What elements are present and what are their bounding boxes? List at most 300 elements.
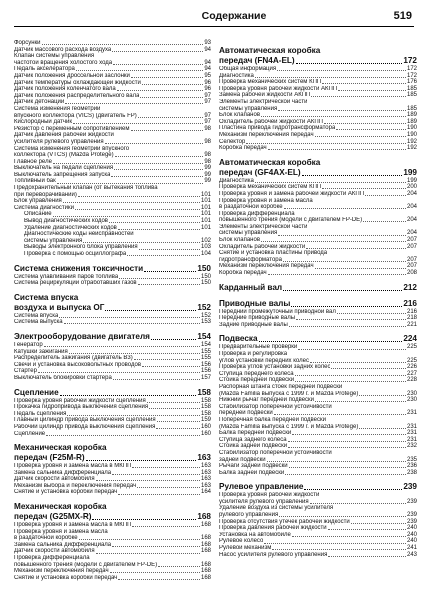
toc-section-heading (219, 299, 417, 309)
entry-title: Рабочий цилиндр привода выключения сцепления (14, 423, 156, 430)
entry-page-number: 97 (204, 99, 211, 106)
entry-title: Система улавливания паров топлива (14, 273, 119, 280)
entry-page-number: 99 (204, 178, 211, 185)
dot-leader (274, 414, 406, 415)
entry-title: Охладитель рабочей жидкости (219, 243, 306, 250)
entry-page-number: 240 (406, 525, 417, 532)
entry-title: передней подвески (219, 410, 273, 417)
dot-leader (118, 229, 200, 230)
toc-entry (219, 309, 417, 316)
entry-title: Установка на автомобиле (219, 531, 291, 538)
dot-leader (65, 103, 203, 104)
dot-leader (118, 494, 200, 495)
entry-page-number: 235 (406, 456, 417, 463)
toc-entry (14, 146, 211, 153)
section-title-row (14, 303, 211, 313)
dot-leader (277, 70, 406, 71)
entry-page-number: 232 (406, 443, 417, 450)
toc-entry (14, 483, 211, 490)
toc-entry (219, 545, 417, 552)
entry-page-number: 168 (200, 548, 211, 555)
toc-entry (14, 178, 211, 185)
entry-page-number: 231 (406, 436, 417, 443)
dot-leader (285, 474, 406, 475)
dot-leader (284, 208, 406, 209)
toc-entry (219, 470, 417, 477)
dot-leader (138, 117, 204, 118)
entry-page-number: 163 (200, 469, 211, 476)
dot-leader (79, 539, 200, 540)
toc-entry (14, 53, 211, 60)
dot-leader (278, 235, 406, 236)
toc-entry (14, 126, 211, 133)
section-title: Приводные валы (219, 298, 291, 308)
toc-entry (219, 552, 417, 559)
entry-page-number: 101 (200, 218, 211, 225)
entry-title: Селектор (219, 138, 246, 145)
dot-leader (337, 313, 406, 314)
section-title-line: Механическая коробка (14, 502, 107, 512)
toc-entry (14, 568, 211, 575)
section-title-line: Автоматическая коробка (219, 157, 321, 167)
entry-title: Механизм выбора и переключения передач (14, 482, 137, 489)
entry-page-number: 152 (200, 312, 211, 319)
entry-title: Диагностика (219, 177, 254, 184)
entry-title: Передние приводные валы (219, 315, 296, 322)
dot-leader (105, 143, 204, 144)
entry-title: Пластина привода гидротрансформатора (219, 125, 336, 132)
entry-title: системы управления (24, 237, 83, 244)
dot-leader (112, 51, 203, 52)
dot-leader (38, 372, 200, 373)
entry-page-number: 160 (200, 430, 211, 437)
entry-title: Удаление воздуха из системы усилителя (219, 505, 334, 512)
toc-entry (219, 424, 417, 431)
entry-page-number: 157 (200, 374, 211, 381)
dot-leader (292, 536, 406, 537)
toc-entry (14, 205, 211, 212)
toc-entry (14, 542, 211, 549)
toc-entry (219, 178, 417, 185)
toc-entry (14, 342, 211, 349)
entry-title: Проверка углов установки задних колес (219, 364, 331, 371)
toc-entry (219, 66, 417, 73)
toc-entry (14, 211, 211, 218)
entry-page-number: 97 (204, 112, 211, 119)
toc-section-heading (219, 482, 417, 492)
entry-page-number: 96 (204, 86, 211, 93)
entry-page-number: 168 (200, 568, 211, 575)
entry-title: при переворачивании) (14, 191, 77, 198)
toc-column-right (219, 40, 417, 558)
toc-entry (219, 145, 417, 152)
dot-leader (57, 183, 204, 184)
entry-page-number: 98 (204, 152, 211, 159)
toc-entry (219, 358, 417, 365)
dot-leader (119, 278, 200, 279)
dot-leader (42, 44, 204, 45)
toc-entry (14, 244, 211, 251)
entry-title: Снятие и установка пластины привода (219, 250, 328, 257)
toc-entry (14, 398, 211, 405)
entry-title: Удаление диагностических кодов (24, 224, 117, 231)
toc-entry (14, 86, 211, 93)
entry-title: Проверка механических систем КПП (219, 184, 322, 191)
entry-title: Датчик положения дроссельной заслонки (14, 72, 130, 79)
dot-leader (288, 447, 406, 448)
dot-leader (328, 556, 406, 557)
entry-page-number: 159 (200, 417, 211, 424)
entry-title: Датчик скорости автомобиля (14, 476, 95, 483)
toc-entry (14, 476, 211, 483)
entry-page-number: 97 (204, 92, 211, 99)
toc-entry (14, 172, 211, 179)
toc-entry (14, 60, 211, 67)
entry-page-number: 101 (200, 224, 211, 231)
entry-title: Проверка уровня и замена масла в МКПП (14, 463, 132, 470)
dot-leader (75, 209, 200, 210)
dot-leader (127, 255, 200, 256)
dot-leader (110, 572, 200, 573)
dot-leader (283, 261, 406, 262)
section-page-number: 224 (403, 334, 417, 344)
toc-entry (14, 562, 211, 569)
toc-entry (14, 139, 211, 146)
entry-title: Датчик детонации (14, 99, 65, 106)
entry-title: Прокачка гидропривода выключения сцепления (14, 404, 149, 411)
entry-title: Проверка дифференциала (14, 555, 90, 562)
entry-page-number: 94 (204, 46, 211, 53)
entry-title: Датчик скорости автомобиля (14, 548, 95, 555)
section-page-number: 168 (197, 512, 211, 522)
dot-leader (132, 467, 200, 468)
toc-entry (14, 411, 211, 418)
entry-page-number: 104 (200, 251, 211, 257)
toc-entry (14, 47, 211, 54)
entry-title: Замена сальника дифференциала (14, 541, 112, 548)
entry-title: Механизм переключения передач (14, 568, 109, 575)
entry-title: Замена сальника дифференциала (14, 469, 112, 476)
entry-title: Механизм переключения передач (219, 263, 314, 270)
toc-section-heading (14, 264, 211, 274)
toc-entry (219, 351, 417, 358)
section-page-number: 172 (403, 56, 417, 65)
dot-leader (289, 467, 406, 468)
toc-entry (219, 525, 417, 532)
toc-entry (219, 217, 417, 224)
entry-page-number: 239 (406, 498, 417, 505)
toc-entry (14, 362, 211, 369)
toc-entry (219, 443, 417, 450)
entry-title: Стойка задней подвески (219, 443, 288, 450)
entry-title: впускного коллектора (VICS) (двигатель FP) (14, 112, 137, 119)
toc-entry (14, 463, 211, 470)
dot-leader (142, 366, 200, 367)
section-title-line: Система впуска (14, 292, 79, 302)
entry-title: Распорная штанга стоек передней подвески (219, 383, 343, 390)
dot-leader (246, 143, 406, 144)
dot-leader (138, 284, 200, 285)
entry-title: Выключатель на педали сцепления (14, 165, 114, 172)
toc-entry (14, 555, 211, 562)
toc-entry (219, 364, 417, 371)
toc-entry (219, 404, 417, 411)
entry-title: Выключатель блокировки стартера (14, 374, 112, 381)
entry-page-number: 192 (406, 145, 417, 152)
toc-entry (14, 575, 211, 582)
entry-page-number: 221 (406, 321, 417, 328)
toc-entry (14, 375, 211, 382)
entry-page-number: 226 (406, 364, 417, 371)
dot-leader (109, 222, 200, 223)
toc-entry (219, 499, 417, 506)
dot-leader (328, 529, 406, 530)
section-title-row (14, 453, 211, 463)
toc-entry (219, 492, 417, 499)
dot-leader (53, 163, 203, 164)
section-title: Система снижения токсичности (14, 263, 144, 273)
section-page-number: 150 (197, 263, 211, 273)
entry-title: Генератор (14, 341, 43, 348)
toc-entry (219, 139, 417, 146)
toc-entry (219, 457, 417, 464)
entry-title: Датчик температуры охлаждающей жидкости (14, 79, 141, 86)
entry-title: Система рециркуляции отработавших газов (14, 280, 137, 287)
toc-entry (14, 535, 211, 542)
entry-title: рулевого управления (219, 512, 279, 519)
toc-entry (14, 417, 211, 424)
toc-entry (219, 377, 417, 384)
dot-leader (288, 441, 406, 442)
toc-entry (14, 355, 211, 362)
entry-title: Снятие и установка коробки передач (14, 574, 118, 581)
dot-leader (351, 523, 406, 524)
entry-page-number: 231 (406, 410, 417, 417)
dot-leader (296, 63, 403, 64)
dot-leader (157, 421, 200, 422)
entry-title: частотой вращения холостого хода (14, 59, 113, 66)
entry-page-number: 155 (200, 348, 211, 355)
entry-page-number: 225 (406, 357, 417, 364)
toc-section-heading (219, 46, 417, 66)
dot-leader (331, 368, 406, 369)
entry-page-number: 94 (204, 59, 211, 66)
toc-entry (219, 410, 417, 417)
entry-title: Проверка уровня рабочей жидкости сцепления (14, 397, 146, 404)
toc-entry (14, 313, 211, 320)
entry-page-number: 156 (200, 368, 211, 375)
toc-entry (219, 344, 417, 351)
dot-leader (255, 182, 406, 183)
entry-page-number: 239 (406, 518, 417, 525)
dot-leader (306, 248, 406, 249)
dot-leader (322, 188, 406, 189)
dot-leader (112, 474, 200, 475)
toc-entry (14, 93, 211, 100)
dot-leader (272, 549, 406, 550)
entry-page-number: 98 (204, 158, 211, 165)
toc-entry (219, 257, 417, 264)
entry-title: Блок клапанов (219, 112, 261, 119)
entry-title: Описание (24, 211, 52, 218)
entry-page-number: 231 (406, 430, 417, 437)
entry-page-number: 99 (204, 165, 211, 172)
entry-title: усилителя рулевого управления (219, 498, 309, 505)
entry-title: Датчик положения коленчатого вала (14, 86, 116, 93)
entry-title: Проверка с помощью осциллографа (24, 251, 127, 257)
section-title-row (14, 512, 211, 522)
dot-leader (255, 77, 406, 78)
entry-page-number: 97 (204, 119, 211, 126)
toc-entry (219, 505, 417, 512)
entry-page-number: 158 (200, 410, 211, 417)
dot-leader (131, 130, 204, 131)
dot-leader (315, 401, 406, 402)
toc-entry (219, 125, 417, 132)
section-page-number: 239 (403, 482, 417, 492)
entry-page-number: 189 (406, 112, 417, 119)
entry-page-number: 218 (406, 315, 417, 322)
toc-entry (14, 251, 211, 258)
section-title-row (219, 56, 417, 66)
entry-title: Вывод диагностических кодов (24, 218, 108, 225)
toc-entry (219, 384, 417, 391)
dot-leader (298, 349, 406, 350)
dot-leader (359, 428, 406, 429)
section-page-number: 163 (197, 453, 211, 463)
entry-page-number: 238 (406, 469, 417, 476)
entry-title: Коробка передач (219, 270, 267, 277)
toc-section-heading (219, 334, 417, 344)
entry-title: Элементы электрической части (219, 223, 308, 230)
entry-title: Педаль акселератора (14, 66, 75, 73)
entry-title: Катушки зажигания (14, 348, 68, 355)
entry-title: Главный цилиндр привода выключения сцепления (14, 417, 156, 424)
entry-title: Проверка уровня рабочей жидкости АКПП (219, 85, 338, 92)
entry-page-number: 155 (200, 355, 211, 362)
dot-leader (78, 196, 200, 197)
dot-leader (44, 346, 200, 347)
entry-title: Система изменения геометрии впускного (14, 145, 130, 152)
dot-leader (295, 375, 406, 376)
toc-entry (219, 371, 417, 378)
entry-title: гидротрансформатора (219, 256, 282, 263)
entry-page-number: 168 (200, 535, 211, 542)
dot-leader (140, 97, 203, 98)
entry-page-number: 227 (406, 370, 417, 377)
entry-page-number: 156 (200, 361, 211, 368)
entry-page-number: 189 (406, 118, 417, 125)
dot-leader (289, 326, 406, 327)
toc-entry (14, 106, 211, 113)
entry-title: Система диагностики (14, 204, 74, 211)
entry-title: Блок управления (14, 198, 62, 205)
entry-page-number: 168 (200, 522, 211, 529)
entry-page-number: 98 (204, 125, 211, 132)
section-page-number: 212 (403, 282, 417, 292)
toc-entry (14, 198, 211, 205)
entry-title: Система впуска (14, 312, 59, 319)
entry-title: Предохранительный клапан (от вытекания топлива (14, 185, 158, 192)
entry-title: Педаль сцепления (14, 410, 67, 417)
section-title-line: Автоматическая коробка (219, 46, 321, 55)
entry-page-number: 98 (204, 138, 211, 145)
entry-title: Насос усилителя рулевого управления (219, 551, 328, 558)
toc-section-heading (14, 388, 211, 398)
entry-page-number: 207 (406, 237, 417, 244)
dot-leader (73, 123, 203, 124)
toc-entry (14, 319, 211, 326)
toc-entry (219, 322, 417, 329)
page-header (14, 0, 414, 38)
dot-leader (105, 310, 196, 311)
dot-leader (268, 274, 406, 275)
toc-entry (219, 132, 417, 139)
dot-leader (59, 317, 200, 318)
entry-page-number: 185 (406, 85, 417, 92)
section-title-row (219, 168, 417, 178)
entry-page-number: 158 (200, 404, 211, 411)
entry-title: в раздаточной коробке (219, 204, 283, 211)
dot-leader (118, 579, 200, 580)
section-title: Электрооборудование двигателя (14, 331, 150, 341)
toc-entry (219, 224, 417, 231)
entry-page-number: 239 (406, 512, 417, 519)
entry-page-number: 154 (200, 341, 211, 348)
dot-leader (132, 526, 200, 527)
entry-page-number: 192 (406, 138, 417, 145)
entry-page-number: 207 (406, 263, 417, 270)
toc-entry (219, 263, 417, 270)
entry-title: Стартер (14, 368, 37, 375)
section-title: передач (F25M-R) (14, 453, 85, 463)
entry-title: Проверка и регулировка (219, 351, 288, 357)
entry-page-number: 101 (200, 198, 211, 205)
entry-title: Предварительные проверки (219, 344, 298, 351)
entry-page-number: 243 (406, 551, 417, 558)
toc-entry (14, 238, 211, 245)
toc-entry (219, 73, 417, 80)
entry-title: Общая информация (219, 66, 277, 72)
entry-title: Форсунки (14, 40, 41, 46)
toc-entry (219, 230, 417, 237)
dot-leader (156, 428, 200, 429)
dot-leader (278, 110, 406, 111)
entry-title: Главное реле (14, 158, 52, 165)
entry-page-number: 225 (406, 344, 417, 351)
entry-title: Рулевое колесо (219, 538, 264, 545)
entry-title: Датчик давления рабочей жидкости (14, 132, 114, 139)
toc-entry (219, 512, 417, 519)
entry-title: задней подвески (219, 456, 266, 463)
entry-page-number: 153 (200, 319, 211, 326)
entry-page-number: 150 (200, 280, 211, 287)
entry-page-number: 94 (204, 66, 211, 73)
entry-title: Стабилизатор поперечной устойчивости (219, 403, 332, 410)
dot-leader (365, 195, 406, 196)
entry-page-number: 190 (406, 131, 417, 138)
toc-entry (14, 368, 211, 375)
section-page-number: 199 (403, 167, 417, 177)
dot-leader (96, 553, 200, 554)
toc-entry (219, 204, 417, 211)
toc-entry (14, 165, 211, 172)
toc-entry (219, 397, 417, 404)
toc-entry (14, 489, 211, 496)
entry-title: Охладитель рабочей жидкости АКПП (219, 118, 323, 125)
entry-title: Ступица заднего колеса (219, 436, 287, 443)
entry-page-number: 204 (406, 190, 417, 197)
